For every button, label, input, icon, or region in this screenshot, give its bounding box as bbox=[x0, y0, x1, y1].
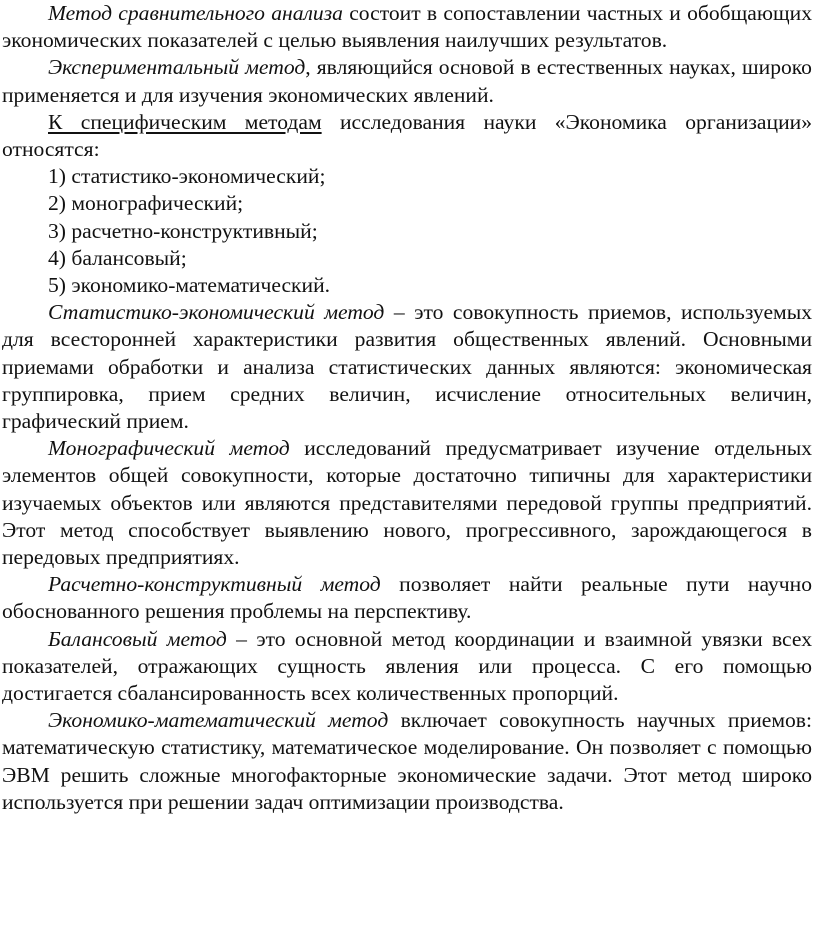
term-balance: Балансовый метод bbox=[48, 626, 227, 651]
term-experimental: Экспериментальный метод bbox=[48, 55, 306, 80]
paragraph-comparative-analysis bbox=[2, 0, 812, 54]
list-item: 3) расчетно-конструктивный; bbox=[48, 218, 318, 243]
paragraph-calculation-constructive bbox=[2, 571, 812, 625]
methods-list bbox=[2, 163, 812, 299]
list-item: 5) экономико-математический. bbox=[48, 273, 331, 298]
paragraph-specific-methods bbox=[2, 109, 812, 163]
paragraph-text: исследований предусматривает изучение отдельных элементов общей совокупности, которые достаточно типичны для характеристики изучаемых объектов или являются представителями передовой группы предприятий. Этот метод способствует выявлению нового, прогрессивного, зарождающегося в передовых предприятиях. bbox=[2, 436, 812, 570]
paragraph-experimental bbox=[2, 54, 812, 108]
paragraph-text: исследования науки «Экономика организации» относятся: bbox=[2, 109, 812, 162]
paragraph-text: позволяет найти реальные пути научно обоснованного решения проблемы на перспективу. bbox=[2, 572, 812, 624]
list-item: 4) балансовый; bbox=[48, 245, 187, 270]
term-monographic: Монографический метод bbox=[48, 436, 290, 461]
paragraph-text: включает совокупность научных приемов: математическую статистику, математическое моделирование. Он позволяет с помощью ЭВМ решить сложные многофакторные экономические задачи. Этот метод широко используется при решении задач оптимизации производства. bbox=[2, 708, 812, 814]
paragraph-balance bbox=[2, 626, 812, 708]
term-statistical-economic: Статистико-экономический метод bbox=[48, 300, 385, 325]
underlined-heading-specific-methods: К специфическим методам bbox=[48, 109, 322, 134]
paragraph-text: – это основной метод координации и взаимной увязки всех показателей, отражающих сущность явления или процесса. С его помощью достигается сбалансированность всех количественных пропорций. bbox=[2, 626, 812, 706]
paragraph-economic-mathematical bbox=[2, 707, 812, 816]
list-item: 1) статистико-экономический; bbox=[48, 164, 326, 189]
paragraph-text: , являющийся основой в естественных науках, широко применяется и для изучения экономических явлений. bbox=[2, 55, 812, 107]
list-item: 2) монографический; bbox=[48, 191, 244, 216]
paragraph-monographic bbox=[2, 435, 812, 571]
term-comparative-analysis: Метод сравнительного анализа bbox=[48, 1, 343, 25]
paragraph-text: – это совокупность приемов, используемых для всесторонней характеристики развития общественных явлений. Основными приемами обработки и анализа статистических данных являются: экономическая группировка, прием средних величин, исчисление относительных величин, графический прием. bbox=[2, 300, 813, 434]
term-economic-mathematical: Экономико-математический метод bbox=[48, 708, 389, 733]
term-calculation-constructive: Расчетно-конструктивный метод bbox=[48, 572, 381, 597]
paragraph-text: состоит в сопоставлении частных и обобщающих экономических показателей с целью выявления наилучших результатов. bbox=[2, 1, 812, 53]
paragraph-statistical-economic bbox=[2, 299, 812, 435]
